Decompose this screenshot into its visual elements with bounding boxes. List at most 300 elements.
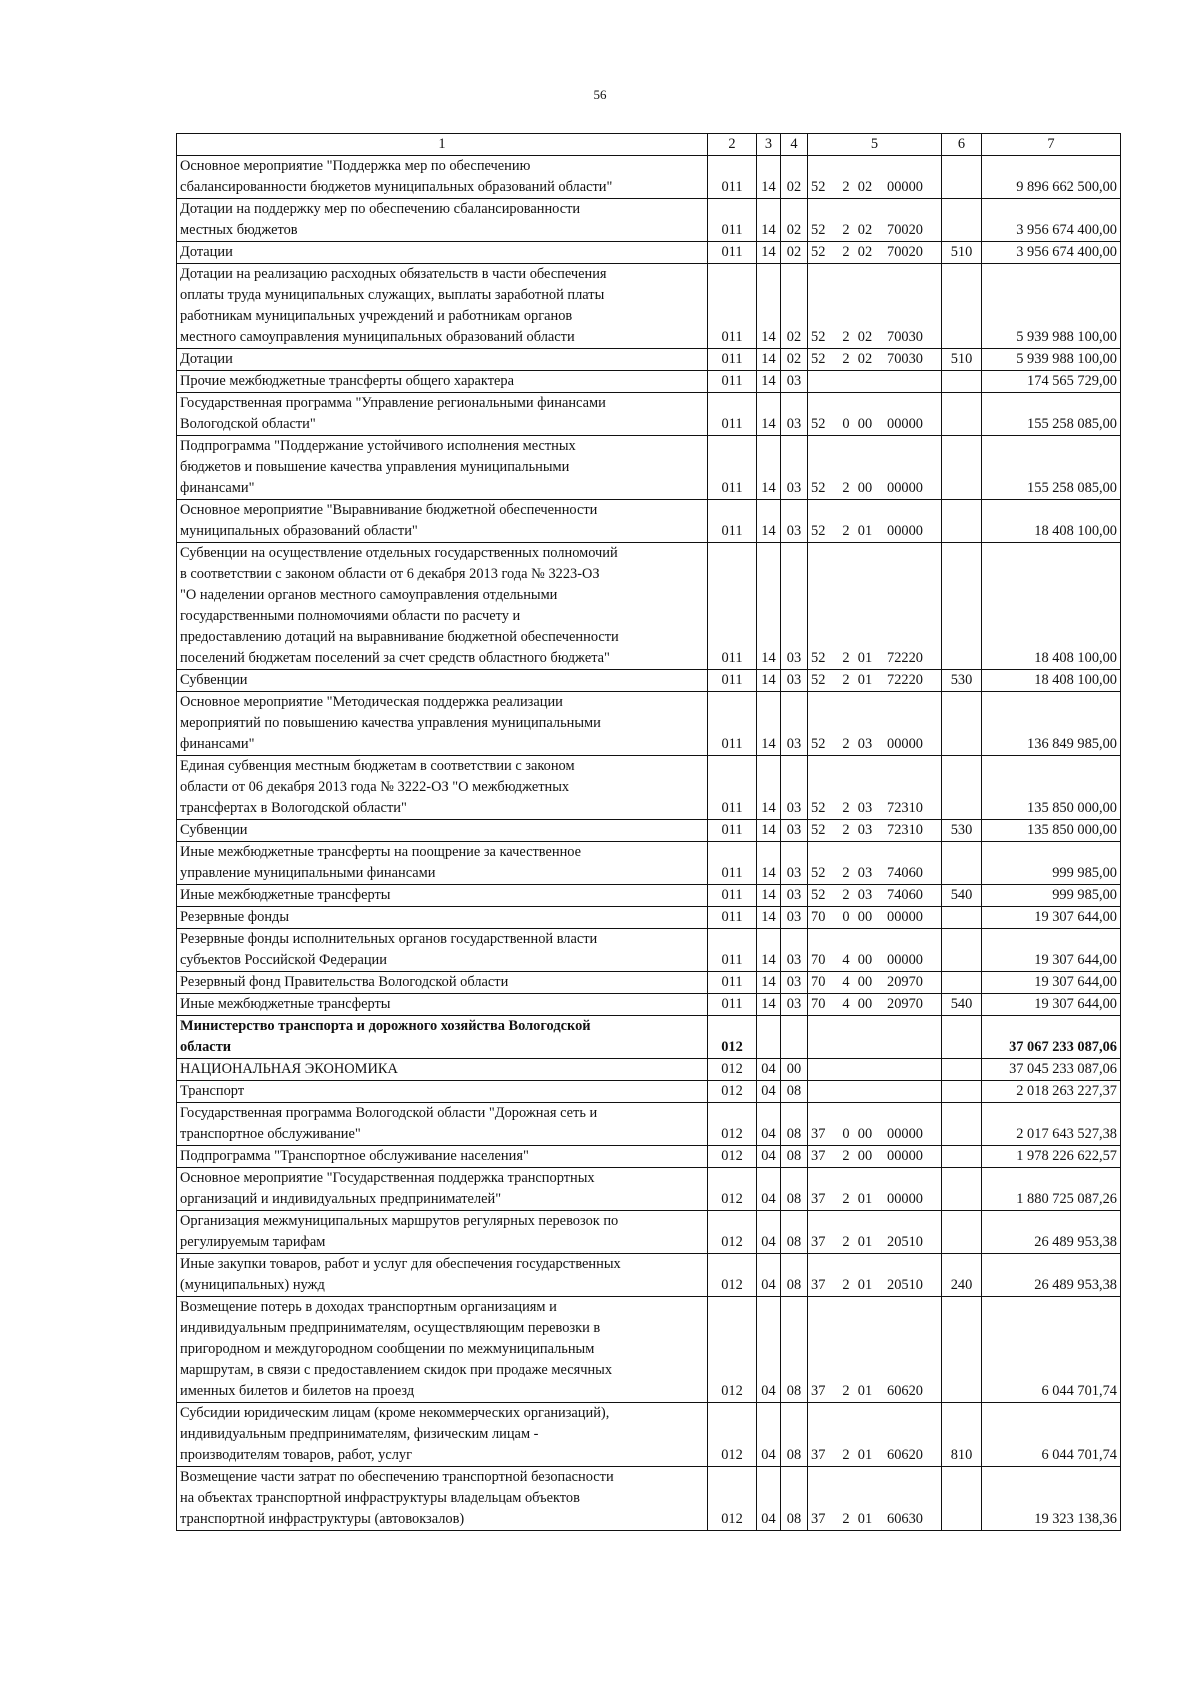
kcsr-measure: 00 xyxy=(857,952,873,968)
row-rz: 14 xyxy=(757,500,781,543)
kcsr-program: 37 xyxy=(811,1191,826,1207)
row-sum: 26 489 953,38 xyxy=(982,1254,1121,1297)
row-grbs: 012 xyxy=(708,1467,757,1531)
row-pr: 08 xyxy=(781,1403,808,1467)
table-row xyxy=(177,907,1121,929)
kcsr-subprogram: 2 xyxy=(842,1148,850,1164)
row-kcsr xyxy=(808,242,942,264)
row-sum: 999 985,00 xyxy=(982,885,1121,907)
row-sum: 18 408 100,00 xyxy=(982,500,1121,543)
row-sum: 37 045 233 087,06 xyxy=(982,1059,1121,1081)
row-sum: 135 850 000,00 xyxy=(982,756,1121,820)
row-grbs: 012 xyxy=(708,1146,757,1168)
kcsr-direction: 20970 xyxy=(887,974,923,990)
kcsr-measure: 01 xyxy=(857,1277,873,1293)
row-vr: 510 xyxy=(942,349,982,371)
row-kcsr xyxy=(808,1081,942,1103)
row-sum: 1 880 725 087,26 xyxy=(982,1168,1121,1211)
kcsr-subprogram: 4 xyxy=(842,952,850,968)
row-name: Дотации на поддержку мер по обеспечению сбалансированности местных бюджетов xyxy=(177,199,708,242)
row-pr: 02 xyxy=(781,242,808,264)
row-grbs: 012 xyxy=(708,1403,757,1467)
row-vr xyxy=(942,1146,982,1168)
kcsr-program: 37 xyxy=(811,1126,826,1142)
row-rz: 14 xyxy=(757,994,781,1016)
table-row xyxy=(177,156,1121,199)
row-grbs: 012 xyxy=(708,1254,757,1297)
row-name: Государственная программа Вологодской области "Дорожная сеть и транспортное обслуживание" xyxy=(177,1103,708,1146)
row-kcsr xyxy=(808,994,942,1016)
kcsr-subprogram: 2 xyxy=(842,1234,850,1250)
row-name: Возмещение потерь в доходах транспортным организациям и индивидуальным предпринимателям, осуществляющим перевозки в пригородном и междугородном сообщении по межмуниципальным маршрутам, в связи с предоставлением скидок при продаже месячных именных билетов и билетов на проезд xyxy=(177,1297,708,1403)
row-grbs: 011 xyxy=(708,242,757,264)
table-row xyxy=(177,436,1121,500)
kcsr-direction: 00000 xyxy=(887,736,923,752)
row-grbs: 011 xyxy=(708,264,757,349)
row-rz: 14 xyxy=(757,756,781,820)
kcsr-subprogram: 0 xyxy=(842,1126,850,1142)
row-vr xyxy=(942,156,982,199)
row-vr xyxy=(942,756,982,820)
row-grbs: 011 xyxy=(708,929,757,972)
kcsr-subprogram: 2 xyxy=(842,1277,850,1293)
kcsr-measure: 02 xyxy=(857,351,873,367)
row-kcsr xyxy=(808,1211,942,1254)
row-grbs: 011 xyxy=(708,972,757,994)
table-row xyxy=(177,885,1121,907)
kcsr-direction: 20510 xyxy=(887,1234,923,1250)
kcsr-subprogram: 2 xyxy=(842,736,850,752)
table-row xyxy=(177,972,1121,994)
row-vr: 510 xyxy=(942,242,982,264)
table-row xyxy=(177,692,1121,756)
row-pr: 02 xyxy=(781,156,808,199)
kcsr-program: 52 xyxy=(811,222,826,238)
row-rz: 14 xyxy=(757,543,781,670)
row-pr: 03 xyxy=(781,393,808,436)
row-sum: 155 258 085,00 xyxy=(982,436,1121,500)
kcsr-measure: 02 xyxy=(857,329,873,345)
table-row xyxy=(177,242,1121,264)
row-kcsr xyxy=(808,907,942,929)
kcsr-subprogram: 2 xyxy=(842,1511,850,1527)
row-grbs: 012 xyxy=(708,1081,757,1103)
row-name: Единая субвенция местным бюджетам в соответствии с законом области от 06 декабря 2013 года № 3222-ОЗ "О межбюджетных трансфертах в Вологодской области" xyxy=(177,756,708,820)
row-pr: 03 xyxy=(781,500,808,543)
kcsr-program: 37 xyxy=(811,1277,826,1293)
row-vr: 530 xyxy=(942,670,982,692)
kcsr-direction: 00000 xyxy=(887,952,923,968)
kcsr-subprogram: 0 xyxy=(842,416,850,432)
row-grbs: 012 xyxy=(708,1297,757,1403)
row-grbs: 011 xyxy=(708,994,757,1016)
table-row xyxy=(177,756,1121,820)
table-body xyxy=(177,156,1121,1531)
row-name: Иные закупки товаров, работ и услуг для обеспечения государственных (муниципальных) нужд xyxy=(177,1254,708,1297)
row-pr: 02 xyxy=(781,199,808,242)
row-pr: 03 xyxy=(781,994,808,1016)
row-rz: 14 xyxy=(757,972,781,994)
row-pr: 03 xyxy=(781,842,808,885)
row-kcsr xyxy=(808,393,942,436)
row-kcsr xyxy=(808,670,942,692)
kcsr-program: 70 xyxy=(811,996,826,1012)
kcsr-measure: 03 xyxy=(857,736,873,752)
header-col-7: 7 xyxy=(982,134,1121,156)
kcsr-program: 52 xyxy=(811,650,826,666)
row-rz: 14 xyxy=(757,907,781,929)
row-name: Основное мероприятие "Выравнивание бюджетной обеспеченности муниципальных образований области" xyxy=(177,500,708,543)
row-rz: 14 xyxy=(757,436,781,500)
kcsr-direction: 72220 xyxy=(887,672,923,688)
kcsr-program: 52 xyxy=(811,887,826,903)
row-rz xyxy=(757,1016,781,1059)
row-sum: 2 018 263 227,37 xyxy=(982,1081,1121,1103)
row-vr xyxy=(942,1211,982,1254)
row-vr xyxy=(942,393,982,436)
row-rz: 14 xyxy=(757,242,781,264)
row-sum: 19 307 644,00 xyxy=(982,929,1121,972)
kcsr-subprogram: 2 xyxy=(842,351,850,367)
row-kcsr xyxy=(808,1103,942,1146)
kcsr-measure: 01 xyxy=(857,1447,873,1463)
kcsr-measure: 00 xyxy=(857,1126,873,1142)
row-kcsr xyxy=(808,1168,942,1211)
row-grbs: 012 xyxy=(708,1168,757,1211)
kcsr-direction: 72310 xyxy=(887,800,923,816)
row-grbs: 012 xyxy=(708,1016,757,1059)
row-vr xyxy=(942,436,982,500)
row-kcsr xyxy=(808,1403,942,1467)
row-name: Прочие межбюджетные трансферты общего характера xyxy=(177,371,708,393)
kcsr-direction: 72220 xyxy=(887,650,923,666)
row-sum: 19 307 644,00 xyxy=(982,972,1121,994)
kcsr-measure: 01 xyxy=(857,523,873,539)
row-kcsr xyxy=(808,199,942,242)
row-pr: 02 xyxy=(781,264,808,349)
kcsr-measure: 01 xyxy=(857,1234,873,1250)
table-row xyxy=(177,371,1121,393)
row-name: Резервный фонд Правительства Вологодской области xyxy=(177,972,708,994)
row-name: Иные межбюджетные трансферты xyxy=(177,994,708,1016)
row-pr: 08 xyxy=(781,1297,808,1403)
kcsr-subprogram: 2 xyxy=(842,1447,850,1463)
row-rz: 04 xyxy=(757,1059,781,1081)
kcsr-direction: 00000 xyxy=(887,1126,923,1142)
row-name: Основное мероприятие "Поддержка мер по обеспечению сбалансированности бюджетов муниципальных образований области" xyxy=(177,156,708,199)
row-vr xyxy=(942,1016,982,1059)
row-rz: 14 xyxy=(757,156,781,199)
row-vr xyxy=(942,842,982,885)
kcsr-direction: 72310 xyxy=(887,822,923,838)
kcsr-subprogram: 2 xyxy=(842,179,850,195)
row-name: Организация межмуниципальных маршрутов регулярных перевозок по регулируемым тарифам xyxy=(177,1211,708,1254)
row-grbs: 011 xyxy=(708,820,757,842)
row-grbs: 011 xyxy=(708,842,757,885)
table-row xyxy=(177,1081,1121,1103)
row-grbs: 011 xyxy=(708,543,757,670)
row-pr: 03 xyxy=(781,929,808,972)
kcsr-measure: 01 xyxy=(857,1191,873,1207)
kcsr-measure: 03 xyxy=(857,800,873,816)
row-kcsr xyxy=(808,156,942,199)
kcsr-program: 52 xyxy=(811,351,826,367)
row-sum: 18 408 100,00 xyxy=(982,670,1121,692)
row-kcsr xyxy=(808,756,942,820)
row-kcsr xyxy=(808,264,942,349)
row-sum: 37 067 233 087,06 xyxy=(982,1016,1121,1059)
kcsr-subprogram: 2 xyxy=(842,1191,850,1207)
row-vr xyxy=(942,1103,982,1146)
row-sum: 5 939 988 100,00 xyxy=(982,349,1121,371)
row-vr xyxy=(942,972,982,994)
table-row xyxy=(177,1403,1121,1467)
row-rz: 14 xyxy=(757,820,781,842)
row-name: Субсидии юридическим лицам (кроме некоммерческих организаций), индивидуальным предпринимателям, физическим лицам - производителям товаров, работ, услуг xyxy=(177,1403,708,1467)
row-rz: 14 xyxy=(757,349,781,371)
row-kcsr xyxy=(808,436,942,500)
row-pr: 08 xyxy=(781,1146,808,1168)
kcsr-measure: 00 xyxy=(857,974,873,990)
header-col-5: 5 xyxy=(808,134,942,156)
kcsr-program: 70 xyxy=(811,909,826,925)
kcsr-direction: 20970 xyxy=(887,996,923,1012)
kcsr-program: 52 xyxy=(811,800,826,816)
kcsr-program: 52 xyxy=(811,822,826,838)
kcsr-program: 70 xyxy=(811,974,826,990)
kcsr-direction: 00000 xyxy=(887,179,923,195)
table-row xyxy=(177,820,1121,842)
kcsr-subprogram: 2 xyxy=(842,523,850,539)
row-vr xyxy=(942,264,982,349)
table-row xyxy=(177,349,1121,371)
header-col-2: 2 xyxy=(708,134,757,156)
row-name: Субвенции xyxy=(177,670,708,692)
row-rz: 04 xyxy=(757,1081,781,1103)
row-sum: 999 985,00 xyxy=(982,842,1121,885)
row-kcsr xyxy=(808,1297,942,1403)
row-pr: 03 xyxy=(781,543,808,670)
row-pr: 08 xyxy=(781,1103,808,1146)
row-pr: 08 xyxy=(781,1211,808,1254)
kcsr-subprogram: 2 xyxy=(842,672,850,688)
kcsr-subprogram: 2 xyxy=(842,244,850,260)
row-kcsr xyxy=(808,820,942,842)
table-row xyxy=(177,1467,1121,1531)
kcsr-subprogram: 2 xyxy=(842,822,850,838)
row-kcsr xyxy=(808,1059,942,1081)
kcsr-subprogram: 0 xyxy=(842,909,850,925)
kcsr-direction: 70030 xyxy=(887,329,923,345)
row-grbs: 011 xyxy=(708,199,757,242)
row-sum: 3 956 674 400,00 xyxy=(982,199,1121,242)
kcsr-subprogram: 2 xyxy=(842,222,850,238)
header-col-3: 3 xyxy=(757,134,781,156)
kcsr-program: 37 xyxy=(811,1383,826,1399)
row-pr: 00 xyxy=(781,1059,808,1081)
table-row xyxy=(177,264,1121,349)
row-name: Дотации на реализацию расходных обязательств в части обеспечения оплаты труда муниципальных служащих, выплаты заработной платы работникам муниципальных учреждений и работникам органов местного самоуправления муниципальных образований области xyxy=(177,264,708,349)
kcsr-program: 52 xyxy=(811,736,826,752)
row-vr xyxy=(942,199,982,242)
row-rz: 14 xyxy=(757,371,781,393)
kcsr-program: 37 xyxy=(811,1148,826,1164)
row-grbs: 011 xyxy=(708,393,757,436)
row-vr xyxy=(942,500,982,543)
row-sum: 136 849 985,00 xyxy=(982,692,1121,756)
row-sum: 26 489 953,38 xyxy=(982,1211,1121,1254)
row-vr xyxy=(942,1467,982,1531)
kcsr-measure: 01 xyxy=(857,672,873,688)
row-name: Транспорт xyxy=(177,1081,708,1103)
kcsr-program: 52 xyxy=(811,244,826,260)
row-pr: 03 xyxy=(781,371,808,393)
row-vr xyxy=(942,929,982,972)
row-rz: 04 xyxy=(757,1297,781,1403)
row-sum: 3 956 674 400,00 xyxy=(982,242,1121,264)
kcsr-subprogram: 4 xyxy=(842,974,850,990)
row-pr: 02 xyxy=(781,349,808,371)
page-number: 56 xyxy=(593,87,607,102)
kcsr-measure: 00 xyxy=(857,909,873,925)
row-name: Иные межбюджетные трансферты на поощрение за качественное управление муниципальными финансами xyxy=(177,842,708,885)
row-name: Основное мероприятие "Государственная поддержка транспортных организаций и индивидуальных предпринимателей" xyxy=(177,1168,708,1211)
row-grbs: 011 xyxy=(708,692,757,756)
row-grbs: 011 xyxy=(708,371,757,393)
row-sum: 2 017 643 527,38 xyxy=(982,1103,1121,1146)
table-row xyxy=(177,199,1121,242)
row-kcsr xyxy=(808,972,942,994)
row-vr: 810 xyxy=(942,1403,982,1467)
kcsr-subprogram: 2 xyxy=(842,480,850,496)
row-pr: 08 xyxy=(781,1254,808,1297)
row-sum: 155 258 085,00 xyxy=(982,393,1121,436)
row-vr xyxy=(942,1081,982,1103)
kcsr-subprogram: 2 xyxy=(842,800,850,816)
row-kcsr xyxy=(808,349,942,371)
kcsr-measure: 00 xyxy=(857,416,873,432)
row-vr xyxy=(942,543,982,670)
row-grbs: 011 xyxy=(708,885,757,907)
kcsr-program: 52 xyxy=(811,179,826,195)
row-name: Субвенции на осуществление отдельных государственных полномочий в соответствии с законом области от 6 декабря 2013 года № 3223-ОЗ "О наделении органов местного самоуправления отдельными государственными полномочиями области по расчету и предоставлению дотаций на выравнивание бюджетной обеспеченности поселений бюджетам поселений за счет средств областного бюджета" xyxy=(177,543,708,670)
kcsr-program: 52 xyxy=(811,865,826,881)
row-grbs: 011 xyxy=(708,349,757,371)
row-vr: 240 xyxy=(942,1254,982,1297)
table-row xyxy=(177,1297,1121,1403)
row-grbs: 011 xyxy=(708,156,757,199)
kcsr-program: 52 xyxy=(811,672,826,688)
row-name: Иные межбюджетные трансферты xyxy=(177,885,708,907)
row-sum: 18 408 100,00 xyxy=(982,543,1121,670)
row-kcsr xyxy=(808,1467,942,1531)
row-pr: 08 xyxy=(781,1467,808,1531)
row-kcsr xyxy=(808,1254,942,1297)
kcsr-program: 52 xyxy=(811,329,826,345)
row-rz: 14 xyxy=(757,929,781,972)
row-rz: 04 xyxy=(757,1254,781,1297)
kcsr-direction: 60620 xyxy=(887,1447,923,1463)
row-kcsr xyxy=(808,1146,942,1168)
row-sum: 19 307 644,00 xyxy=(982,994,1121,1016)
row-sum: 5 939 988 100,00 xyxy=(982,264,1121,349)
row-kcsr xyxy=(808,692,942,756)
row-vr xyxy=(942,692,982,756)
row-kcsr xyxy=(808,500,942,543)
kcsr-direction: 00000 xyxy=(887,1148,923,1164)
kcsr-measure: 03 xyxy=(857,822,873,838)
row-name: Подпрограмма "Транспортное обслуживание населения" xyxy=(177,1146,708,1168)
row-sum: 1 978 226 622,57 xyxy=(982,1146,1121,1168)
row-sum: 135 850 000,00 xyxy=(982,820,1121,842)
row-kcsr xyxy=(808,885,942,907)
row-pr: 03 xyxy=(781,885,808,907)
row-grbs: 011 xyxy=(708,670,757,692)
kcsr-program: 70 xyxy=(811,952,826,968)
row-grbs: 012 xyxy=(708,1211,757,1254)
kcsr-measure: 00 xyxy=(857,1148,873,1164)
row-pr: 08 xyxy=(781,1081,808,1103)
kcsr-direction: 00000 xyxy=(887,1191,923,1207)
row-grbs: 011 xyxy=(708,436,757,500)
kcsr-direction: 60630 xyxy=(887,1511,923,1527)
row-vr: 540 xyxy=(942,885,982,907)
header-col-1: 1 xyxy=(177,134,708,156)
row-rz: 04 xyxy=(757,1146,781,1168)
kcsr-program: 37 xyxy=(811,1511,826,1527)
row-sum: 174 565 729,00 xyxy=(982,371,1121,393)
table-row xyxy=(177,1103,1121,1146)
table-row xyxy=(177,842,1121,885)
row-vr xyxy=(942,1059,982,1081)
row-name: Государственная программа "Управление региональными финансами Вологодской области" xyxy=(177,393,708,436)
row-pr: 03 xyxy=(781,972,808,994)
kcsr-direction: 60620 xyxy=(887,1383,923,1399)
row-vr xyxy=(942,371,982,393)
row-pr: 03 xyxy=(781,820,808,842)
table-row xyxy=(177,1254,1121,1297)
kcsr-direction: 70020 xyxy=(887,222,923,238)
row-kcsr xyxy=(808,543,942,670)
kcsr-direction: 74060 xyxy=(887,887,923,903)
row-vr xyxy=(942,1297,982,1403)
kcsr-direction: 70020 xyxy=(887,244,923,260)
header-col-6: 6 xyxy=(942,134,982,156)
table-row xyxy=(177,1168,1121,1211)
row-rz: 04 xyxy=(757,1168,781,1211)
row-kcsr xyxy=(808,371,942,393)
kcsr-measure: 02 xyxy=(857,222,873,238)
row-grbs: 011 xyxy=(708,907,757,929)
row-vr: 540 xyxy=(942,994,982,1016)
kcsr-measure: 01 xyxy=(857,1511,873,1527)
row-rz: 14 xyxy=(757,842,781,885)
row-name: Дотации xyxy=(177,242,708,264)
table-row xyxy=(177,393,1121,436)
kcsr-direction: 00000 xyxy=(887,523,923,539)
table-row xyxy=(177,929,1121,972)
row-vr xyxy=(942,1168,982,1211)
row-sum: 9 896 662 500,00 xyxy=(982,156,1121,199)
row-name: Субвенции xyxy=(177,820,708,842)
budget-table xyxy=(176,133,1121,1531)
kcsr-subprogram: 2 xyxy=(842,865,850,881)
row-name: Министерство транспорта и дорожного хозяйства Вологодской области xyxy=(177,1016,708,1059)
row-sum: 19 323 138,36 xyxy=(982,1467,1121,1531)
row-name: Основное мероприятие "Методическая поддержка реализации мероприятий по повышению качества управления муниципальными финансами" xyxy=(177,692,708,756)
row-pr: 03 xyxy=(781,907,808,929)
table-row xyxy=(177,1059,1121,1081)
